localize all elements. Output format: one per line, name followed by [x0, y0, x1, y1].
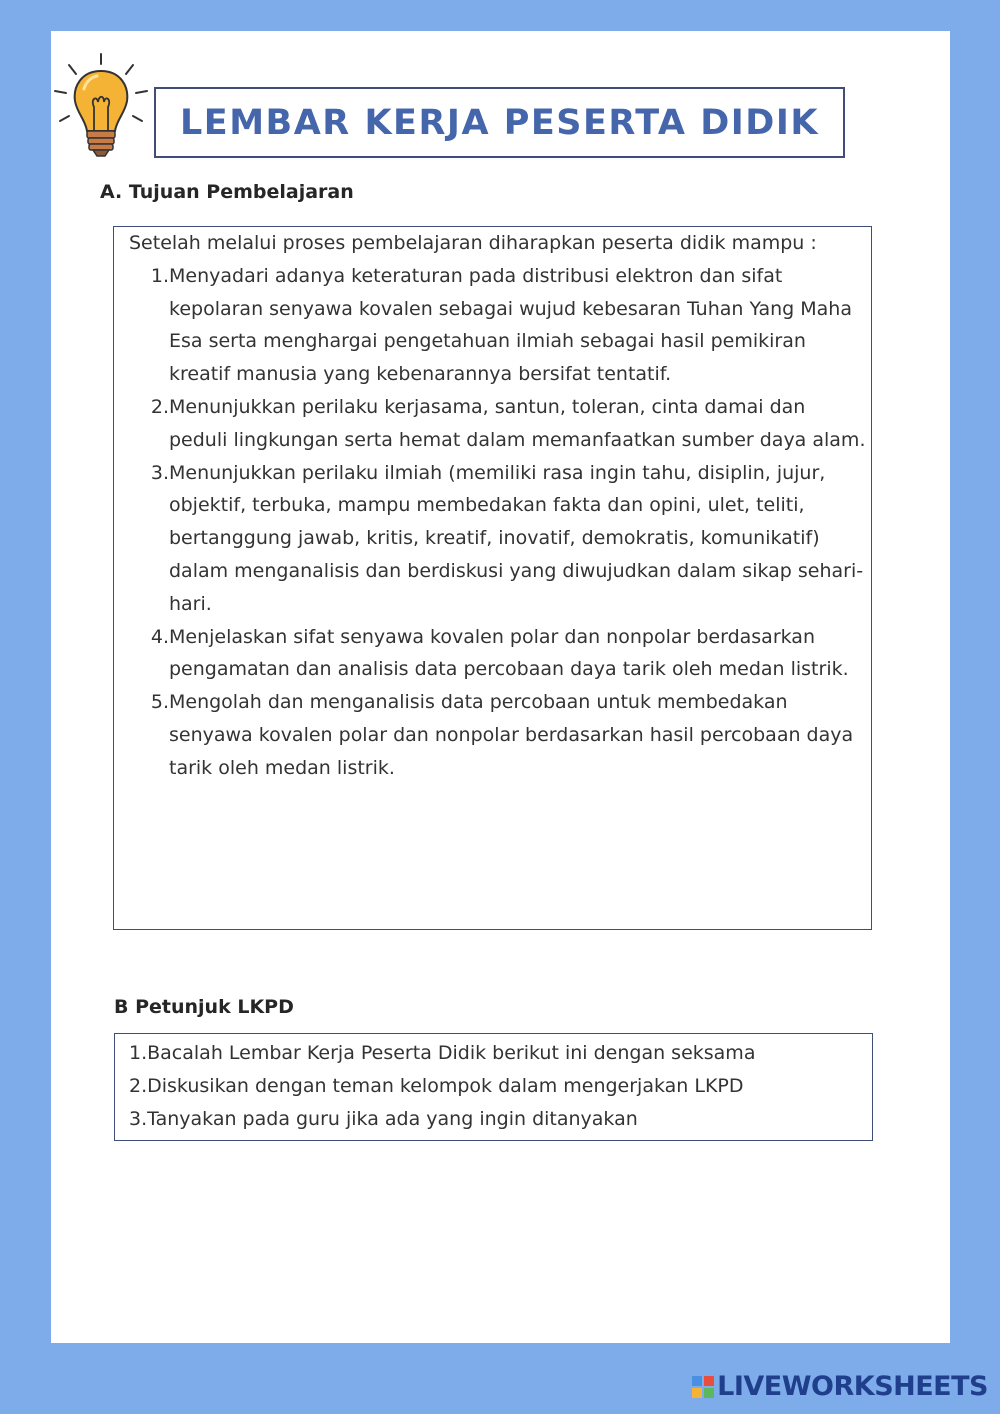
list-item-text: Menunjukkan perilaku kerjasama, santun, toleran, cinta damai dan peduli lingkungan serta hemat dalam memanfaatkan sumber daya alam. — [169, 395, 866, 451]
list-item: 2.Diskusikan dengan teman kelompok dalam mengerjakan LKPD — [129, 1074, 744, 1097]
page-title: LEMBAR KERJA PESERTA DIDIK — [180, 102, 819, 143]
section-a-heading: A. Tujuan Pembelajaran — [100, 181, 354, 203]
list-item — [129, 686, 871, 784]
liveworksheets-logo[interactable] — [692, 1371, 988, 1402]
list-item — [129, 457, 871, 621]
list-item-text: Menjelaskan sifat senyawa kovalen polar dan nonpolar berdasarkan pengamatan dan analisis data percobaan daya tarik oleh medan listrik. — [169, 625, 849, 681]
instructions-box — [114, 1033, 873, 1141]
list-item-number: 2. — [150, 395, 169, 418]
list-item-number: 4. — [150, 625, 169, 648]
learning-objectives-box — [113, 226, 872, 930]
list-item — [129, 621, 871, 687]
light-bulb-icon — [51, 49, 161, 164]
objectives-intro: Setelah melalui proses pembelajaran diharapkan peserta didik mampu : — [129, 232, 817, 254]
title-box — [154, 87, 845, 158]
list-item-text: Menunjukkan perilaku ilmiah (memiliki rasa ingin tahu, disiplin, jujur, objektif, terbuka, mampu membedakan fakta dan opini, ulet, teliti, bertanggung jawab, kritis, kreatif, inovatif, demokratis, komunikatif) dalam menganalisis dan berdiskusi yang diwujudkan dalam sikap sehari-hari. — [169, 461, 864, 615]
list-item-text: Mengolah dan menganalisis data percobaan untuk membedakan senyawa kovalen polar dan nonpolar berdasarkan hasil percobaan daya tarik oleh medan listrik. — [169, 691, 854, 779]
list-item — [129, 260, 871, 391]
instructions-list — [129, 1037, 872, 1135]
list-item-text: Menyadari adanya keteraturan pada distribusi elektron dan sifat kepolaran senyawa kovalen sebagai wujud kebesaran Tuhan Yang Maha Esa serta menghargai pengetahuan ilmiah sebagai hasil pemikiran kreatif manusia yang kebenarannya bersifat tentatif. — [169, 264, 852, 386]
logo-squares-icon — [692, 1376, 714, 1398]
list-item-number: 5. — [150, 691, 169, 714]
list-item: 1.Bacalah Lembar Kerja Peserta Didik berikut ini dengan seksama — [129, 1042, 756, 1064]
list-item — [129, 391, 871, 457]
list-item: 3.Tanyakan pada guru jika ada yang ingin ditanyakan — [129, 1107, 638, 1130]
list-item-number: 1. — [150, 264, 169, 287]
section-b-heading: B Petunjuk LKPD — [114, 996, 294, 1018]
worksheet-page — [51, 31, 950, 1343]
logo-text: LIVEWORKSHEETS — [717, 1371, 988, 1402]
objectives-list — [129, 260, 871, 785]
list-item-number: 3. — [150, 461, 169, 484]
